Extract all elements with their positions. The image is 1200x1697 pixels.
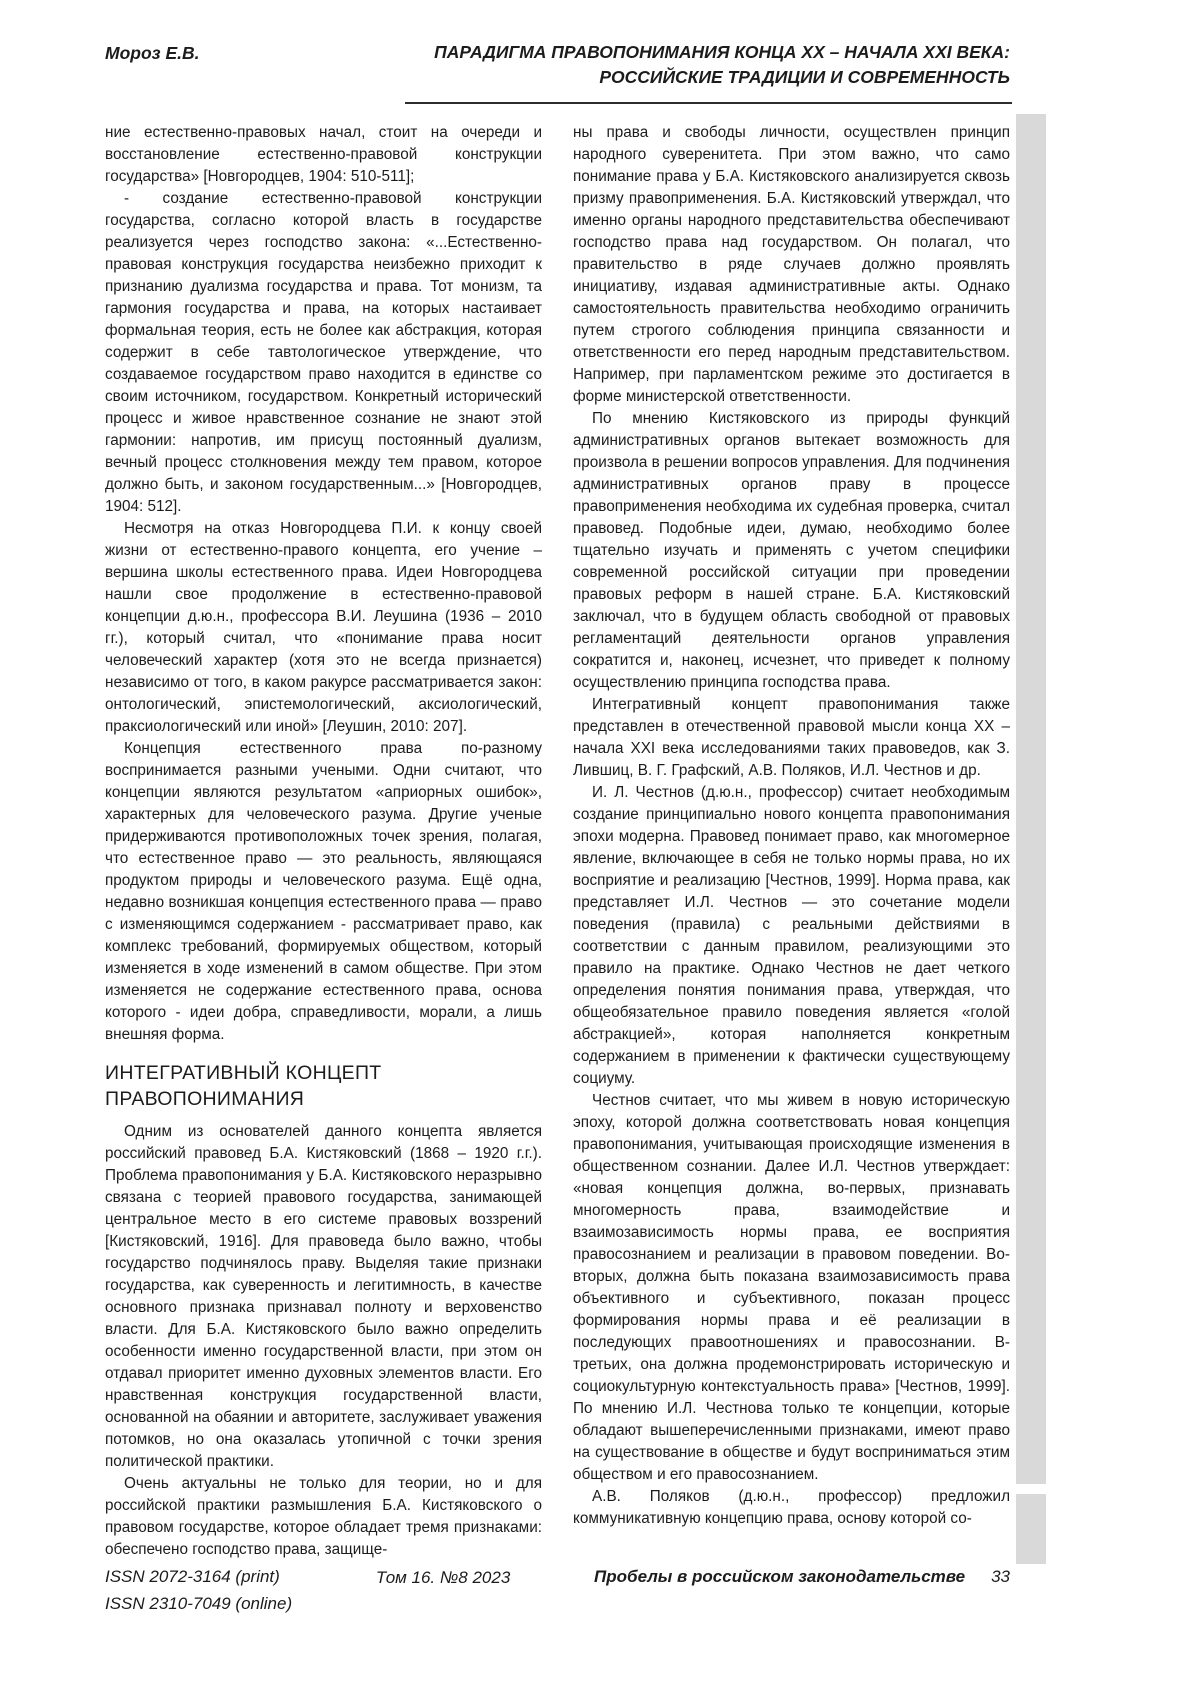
issn-block [105, 1563, 292, 1617]
paragraph: - создание естественно-правовой конструкции государства, согласно которой власть в государстве реализуется через господство закона: «...Естественно-правовая конструкция государства неизбежно приходит к признанию дуализма государства и права. Тот монизм, та гармония государства и права, на которых настаивает формальная теория, есть не более как абстракция, которая содержит в себе тавтологическое утверждение, что создаваемое государством право находится в единстве со своим источником, государством. Конкретный исторический процесс и живое нравственное сознание не знают этой гармонии: напротив, им присущ постоянный дуализм, вечный процесс столкновения между тем правом, которое должно быть, и законом государственным...» [Новгородцев, 1904: 512]. [105, 190, 542, 515]
page-header [105, 40, 1010, 90]
paragraph: Одним из основателей данного концепта является российский правовед Б.А. Кистяковский (1868 – 1920 г.г.). Проблема правопонимания у Б.А. Кистяковского неразрывно связана с теорией правового государства, занимающей центральное место в его системе правовых воззрений [Кистяковский, 1916]. Для правоведа было важно, чтобы государство подчинялось праву. Выделяя такие признаки государства, как суверенность и легитимность, в качестве основного признака признавал полноту и верховенство власти. Для Б.А. Кистяковского было важно определить особенности именно государственной власти, при этом он отдавал приоритет именно духовных элементов власти. Его нравственная конструкция государственной власти, основанной на обаянии и авторитете, заслуживает уважения потомков, но она оказалась утопичной с точки зрения политической практики. [105, 1123, 542, 1470]
issn-online: ISSN 2310-7049 (online) [105, 1594, 293, 1613]
article-body [105, 122, 1010, 1561]
right-margin-bar [1016, 114, 1046, 1484]
paper-title-line1: ПАРАДИГМА ПРАВОПОНИМАНИЯ КОНЦА XX – НАЧАЛА XXI ВЕКА: [434, 42, 1010, 62]
section-heading [105, 1060, 542, 1112]
paragraph: Концепция естественного права по-разному воспринимается разными учеными. Одни считают, что концепции являются результатом «априорных ошибок», характерных для человеческого разума. Другие ученые придерживаются противоположных точек зрения, полагая, что естественное право — это реальность, являющаяся продуктом природы и человеческого разума. Ещё одна, недавно возникшая концепция естественного права — право с изменяющимся содержанием - рассматривает право, как комплекс требований, формируемых обществом, который изменяется в ходе изменений в самом обществе. При этом изменяется не содержание естественного права, основа которого - идеи добра, справедливости, морали, а лишь внешняя форма. [105, 740, 542, 1043]
paragraph: Честнов считает, что мы живем в новую историческую эпоху, которой должна соответствовать новая концепция правопонимания, учитывающая происходящие изменения в общественном сознании. Далее И.Л. Честнов утверждает: «новая концепция должна, во-первых, признавать многомерность права, взаимодействие и взаимозависимость нормы права, ее восприятия правосознанием и реализации в правовом поведении. Во-вторых, должна быть показана взаимозависимость права объективного и субъективного, показан процесс формирования нормы права и её реализации в последующих правоотношениях и правосознании. В-третьих, она должна продемонстрировать историческую и социокультурную контекстуальность права» [Честнов, 1999]. По мнению И.Л. Честнова только те концепции, которые обладают вышеперечисленными признаками, имеют право на существование в обществе и будут восприниматься этим обществом и его правосознанием. [573, 1092, 1010, 1483]
paragraph: А.В. Поляков (д.ю.н., профессор) предложил коммуникативную концепцию права, основу которой со- [573, 1488, 1010, 1527]
left-column [105, 122, 542, 1561]
volume-info: Том 16. №8 2023 [375, 1568, 511, 1587]
journal-block [594, 1563, 1010, 1590]
page-number: 33 [991, 1567, 1010, 1586]
paper-title [434, 40, 1010, 90]
section-heading-line1: ИНТЕГРАТИВНЫЙ КОНЦЕПТ [105, 1062, 382, 1084]
right-column [573, 122, 1010, 1561]
paper-title-line2: РОССИЙСКИЕ ТРАДИЦИИ И СОВРЕМЕННОСТЬ [599, 67, 1010, 87]
paragraph: Интегративный концепт правопонимания также представлен в отечественной правовой мысли конца XX – начала XXI века исследованиями таких правоведов, как З. Лившиц, В. Г. Графский, А.В. Поляков, И.Л. Честнов и др. [573, 696, 1010, 779]
paragraph: Очень актуальны не только для теории, но и для российской практики размышления Б.А. Кистяковского о правовом государстве, которое обладает тремя признаками: обеспечено господство права, защище- [105, 1475, 542, 1558]
author-name: Мороз Е.В. [105, 43, 200, 63]
paragraph: По мнению Кистяковского из природы функций административных органов вытекает возможность для произвола в решении вопросов управления. Для подчинения административных органов праву в процессе правоприменения необходима их судебная проверка, считал правовед. Подобные идеи, думаю, необходимо более тщательно изучать и применять с учетом специфики современной российской ситуации при проведении правовых реформ в нашей стране. Б.А. Кистяковский заключал, что в будущем область свободной от правовых регламентаций деятельности органов управления сократится и, наконец, исчезнет, что приведет к полному осуществлению принципа господства права. [573, 410, 1010, 691]
page-footer [105, 1563, 1010, 1617]
paragraph: ны права и свободы личности, осуществлен принцип народного суверенитета. При этом важно, что само понимание права у Б.А. Кистяковского анализируется сквозь призму правоприменения. Б.А. Кистяковский утверждал, что именно органы народного представительства обеспечивают господство права над государством. Он полагал, что правительство в ряде случаев должно проявлять инициативу, издавая административные акты. Однако самостоятельность правительства необходимо ограничить путем строгого соблюдения принципа связанности и ответственности его перед народным представительством. Например, при парламентском режиме это достигается в форме министерской ответственности. [573, 124, 1010, 405]
journal-name: Пробелы в российском законодательстве [594, 1567, 966, 1586]
section-heading-line2: ПРАВОПОНИМАНИЯ [105, 1088, 305, 1110]
paragraph: Несмотря на отказ Новгородцева П.И. к концу своей жизни от естественно-правого концепта, его учение – вершина школы естественного права. Идеи Новгородцева нашли свое продолжение в естественно-правовой концепции д.ю.н., профессора В.И. Леушина (1936 – 2010 гг.), который считал, что «понимание права носит человеческий характер (хотя это не всегда признается) независимо от того, в каком ракурсе рассматривается закон: онтологический, эпистемологический, аксиологический, праксиологический или иной» [Леушин, 2010: 207]. [105, 520, 542, 735]
paragraph: И. Л. Честнов (д.ю.н., профессор) считает необходимым создание принципиально нового концепта правопонимания эпохи модерна. Правовед понимает право, как многомерное явление, включающее в себя не только нормы права, но их восприятие и реализацию [Честнов, 1999]. Норма права, как представляет И.Л. Честнов — это сочетание модели поведения (правила) с реальными действиями в соответствии с данным правилом, реализующими это правило на практике. Однако Честнов не дает четкого определения понятия понимания права, утверждая, что общеобязательное правило поведения является «голой абстракцией», которая наполняется конкретным содержанием в применении к фактически существующему социуму. [573, 784, 1010, 1087]
header-divider-rule [405, 102, 1012, 104]
paragraph: ние естественно-правовых начал, стоит на очереди и восстановление естественно-правовой конструкции государства» [Новгородцев, 1904: 510-511]; [105, 124, 542, 185]
right-margin-bar-footer [1016, 1494, 1046, 1564]
issn-print: ISSN 2072-3164 (print) [105, 1567, 280, 1586]
